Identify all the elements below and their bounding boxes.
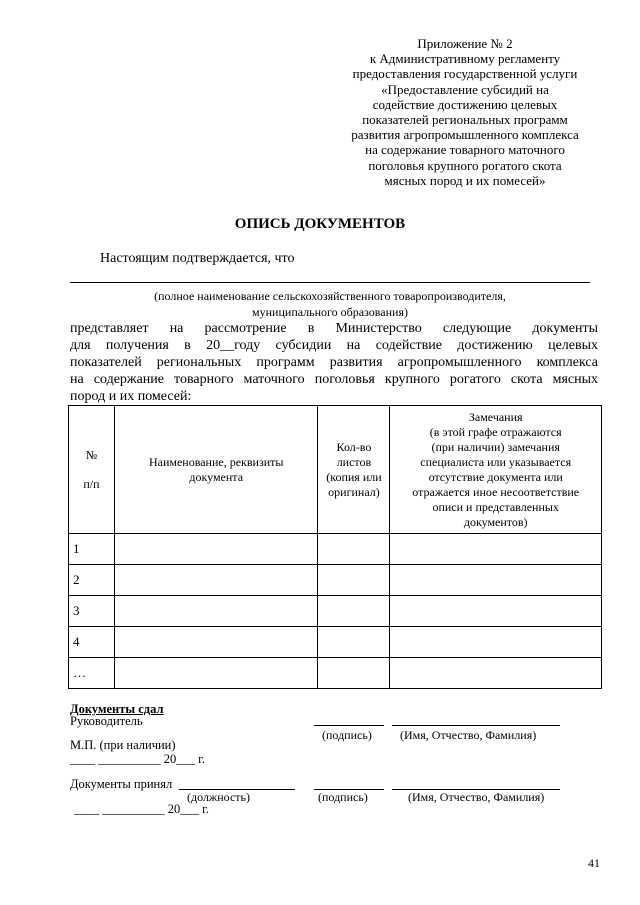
row-name-cell[interactable]: [114, 534, 318, 565]
row-number: 4: [69, 627, 115, 658]
appendix-line: предоставления государственной услуги: [352, 66, 578, 82]
producer-hint-line1: (полное наименование сельскохозяйственного товаропроизводителя,: [154, 289, 506, 303]
document-title: ОПИСЬ ДОКУМЕНТОВ: [234, 216, 406, 232]
row-name-cell[interactable]: [114, 658, 318, 689]
appendix-line: на содержание товарного маточного: [365, 142, 565, 158]
row-name-cell[interactable]: [114, 596, 318, 627]
header-num: № п/п: [69, 406, 115, 534]
body-line: для получения в 20__году субсидии на содействие достижению целевых: [70, 338, 598, 353]
row-remarks-cell[interactable]: [390, 596, 602, 627]
body-line: пород и их помесей:: [70, 389, 192, 404]
body-line: представляет на рассмотрение в Министерство следующие документы: [70, 321, 598, 336]
head-name-line[interactable]: [392, 725, 560, 726]
date-line-1[interactable]: ____ __________ 20___ г.: [70, 752, 205, 766]
row-number: 2: [69, 565, 115, 596]
position-caption: (должность): [187, 790, 250, 804]
appendix-line: Приложение № 2: [417, 36, 513, 51]
stamp-label: М.П. (при наличии): [70, 738, 176, 752]
row-count-cell[interactable]: [318, 565, 390, 596]
signature-caption: (подпись): [322, 728, 372, 742]
handed-title: Документы сдал: [70, 702, 164, 716]
row-remarks-cell[interactable]: [390, 565, 602, 596]
body-line: на содержание товарного маточного поголовья крупного рогатого скота мясных: [70, 372, 598, 387]
head-signature-line[interactable]: [314, 725, 384, 726]
row-number: 1: [69, 534, 115, 565]
appendix-line: поголовья крупного рогатого скота: [368, 157, 562, 173]
row-count-cell[interactable]: [318, 658, 390, 689]
row-count-cell[interactable]: [318, 627, 390, 658]
appendix-line: развития агропромышленного комплекса: [351, 127, 579, 143]
confirm-text: Настоящим подтверждается, что: [100, 251, 295, 266]
appendix-line: содействие достижению целевых: [372, 96, 558, 112]
row-remarks-cell[interactable]: [390, 627, 602, 658]
row-remarks-cell[interactable]: [390, 658, 602, 689]
documents-table: [68, 405, 602, 689]
row-remarks-cell[interactable]: [390, 534, 602, 565]
appendix-line: к Административному регламенту: [369, 51, 561, 67]
row-name-cell[interactable]: [114, 627, 318, 658]
date-line-2[interactable]: ____ __________ 20___ г.: [74, 802, 209, 816]
head-label: Руководитель: [70, 714, 143, 728]
header-count: Кол-во листов (копия или оригинал): [318, 406, 390, 534]
row-number: …: [69, 658, 115, 689]
producer-hint-line2: муниципального образования): [252, 305, 408, 319]
row-name-cell[interactable]: [114, 565, 318, 596]
body-paragraph: [70, 320, 598, 405]
accepted-label: Документы принял: [70, 777, 173, 791]
appendix-line: «Предоставление субсидий на: [381, 81, 549, 97]
row-count-cell[interactable]: [318, 596, 390, 627]
table-row: [69, 565, 602, 596]
page-number: 41: [588, 856, 600, 870]
producer-name-line[interactable]: [70, 282, 590, 283]
appendix-line: мясных пород и их помесей»: [384, 172, 546, 188]
body-line: показателей региональных программ развития агропромышленного комплекса: [70, 355, 598, 370]
row-count-cell[interactable]: [318, 534, 390, 565]
signature-caption-2: (подпись): [318, 790, 368, 804]
name-caption-2: (Имя, Отчество, Фамилия): [408, 790, 545, 804]
header-remarks: Замечания (в этой графе отражаются (при наличии) замечания специалиста или указывается отсутствие документа или отражается иное несоответствие описи и представленных документов): [390, 406, 602, 534]
table-header-row: [69, 406, 602, 534]
appendix-line: показателей региональных программ: [362, 112, 568, 128]
name-caption: (Имя, Отчество, Фамилия): [400, 728, 537, 742]
header-name: Наименование, реквизиты документа: [114, 406, 318, 534]
table-row: [69, 534, 602, 565]
table-row: [69, 596, 602, 627]
appendix-header: [330, 36, 600, 188]
row-number: 3: [69, 596, 115, 627]
table-row: [69, 627, 602, 658]
table-row: [69, 658, 602, 689]
